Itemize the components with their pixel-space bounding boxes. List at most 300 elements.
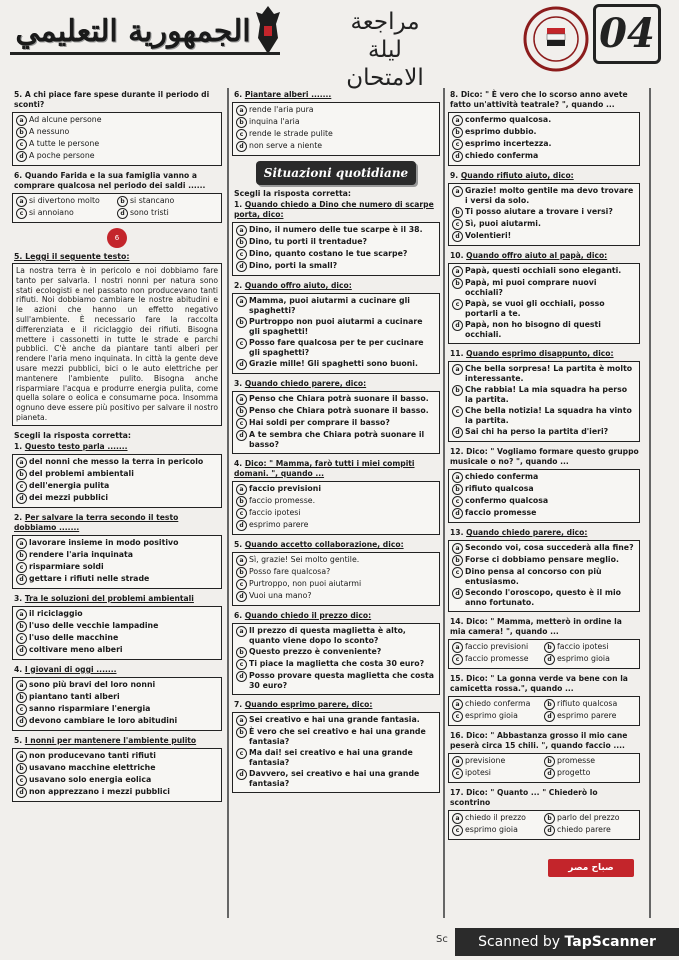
option-letter: c bbox=[16, 775, 27, 786]
option[interactable] bbox=[236, 225, 436, 236]
option[interactable] bbox=[236, 141, 436, 152]
option[interactable] bbox=[452, 207, 636, 218]
option-text: rende l'aria pura bbox=[249, 105, 314, 114]
scanned-by-text: Scanned by bbox=[478, 934, 561, 950]
option-text: chiedo conferma bbox=[465, 472, 539, 481]
option[interactable] bbox=[236, 555, 436, 566]
option-text: faccio previsioni bbox=[249, 484, 322, 493]
option[interactable] bbox=[236, 748, 436, 768]
option-letter: c bbox=[452, 825, 463, 836]
option-text: dei mezzi pubblici bbox=[29, 492, 109, 502]
option-letter: a bbox=[16, 751, 27, 762]
option[interactable] bbox=[452, 127, 636, 138]
option-text: l'uso delle vecchie lampadine bbox=[29, 620, 159, 630]
option[interactable] bbox=[544, 756, 636, 767]
options-box bbox=[12, 606, 222, 660]
option[interactable] bbox=[236, 715, 436, 726]
title-line-1: مراجعة bbox=[350, 9, 420, 35]
question-body: Quando offro aiuto, dico: bbox=[244, 281, 352, 290]
option[interactable] bbox=[16, 775, 218, 786]
option-letter: a bbox=[452, 186, 463, 197]
option[interactable] bbox=[236, 520, 436, 531]
option-text: Dino, il numero delle tue scarpe è il 38. bbox=[249, 225, 423, 234]
option[interactable] bbox=[236, 129, 436, 140]
option[interactable] bbox=[236, 769, 436, 789]
column-3 bbox=[448, 90, 640, 845]
option[interactable] bbox=[452, 385, 636, 405]
option[interactable] bbox=[16, 633, 218, 644]
option[interactable] bbox=[16, 208, 117, 219]
option[interactable] bbox=[452, 299, 636, 319]
option[interactable] bbox=[236, 659, 436, 670]
option[interactable] bbox=[452, 427, 636, 438]
option-text: risparmiare soldi bbox=[29, 561, 104, 571]
question-body: Tra le soluzioni del problemi ambientali bbox=[24, 593, 194, 603]
option-letter: b bbox=[16, 127, 27, 138]
option[interactable] bbox=[236, 105, 436, 116]
question-body: Quando rifiuto aiuto, dico: bbox=[460, 171, 574, 180]
option[interactable] bbox=[236, 406, 436, 417]
option-text: Dino, porti la small? bbox=[249, 261, 338, 270]
option-letter: b bbox=[544, 756, 555, 767]
option-text: esprimo parere bbox=[557, 711, 617, 720]
option-letter: a bbox=[236, 715, 247, 726]
reading-box bbox=[12, 263, 222, 426]
option-letter: c bbox=[16, 704, 27, 715]
option-text: il riciclaggio bbox=[29, 608, 83, 618]
option-letter: b bbox=[452, 484, 463, 495]
option-letter: a bbox=[452, 472, 463, 483]
option[interactable] bbox=[16, 716, 218, 727]
options-box bbox=[448, 810, 640, 840]
question-text bbox=[450, 528, 640, 538]
option[interactable] bbox=[236, 484, 436, 495]
option[interactable] bbox=[452, 406, 636, 426]
option-text: esprimo gioia bbox=[465, 711, 518, 720]
option[interactable] bbox=[16, 787, 218, 798]
option-text: Posso fare qualcosa per te per cucinare gli spaghetti? bbox=[249, 338, 424, 357]
option-text: Sai chi ha perso la partita d'ieri? bbox=[465, 427, 609, 436]
option[interactable] bbox=[16, 692, 218, 703]
option[interactable] bbox=[544, 699, 636, 710]
option[interactable] bbox=[236, 591, 436, 602]
option[interactable] bbox=[16, 469, 218, 480]
question-body: I giovani di oggi ....... bbox=[24, 664, 117, 674]
question-text bbox=[14, 665, 222, 675]
eagle-emblem-icon bbox=[254, 4, 282, 56]
option-letter: a bbox=[452, 813, 463, 824]
options-box bbox=[232, 293, 440, 374]
option[interactable] bbox=[544, 825, 636, 836]
option[interactable] bbox=[236, 626, 436, 646]
option-letter: d bbox=[452, 588, 463, 599]
option-letter: d bbox=[16, 716, 27, 727]
option-text: sono tristi bbox=[130, 208, 169, 217]
option[interactable] bbox=[452, 278, 636, 298]
question-number: 2. bbox=[234, 281, 243, 290]
option[interactable] bbox=[452, 567, 636, 587]
option[interactable] bbox=[16, 704, 218, 715]
option[interactable] bbox=[236, 727, 436, 747]
option-text: dell'energia pulita bbox=[29, 480, 110, 490]
question-body: Per salvare la terra secondo il testo dobbiamo ....... bbox=[14, 512, 179, 532]
options-box bbox=[448, 112, 640, 166]
option-letter: c bbox=[452, 406, 463, 417]
option[interactable] bbox=[236, 237, 436, 248]
options-box bbox=[448, 696, 640, 726]
question-number: 6. bbox=[234, 611, 243, 620]
option-letter: a bbox=[236, 394, 247, 405]
option-letter: b bbox=[236, 567, 247, 578]
option-letter: a bbox=[452, 266, 463, 277]
option[interactable] bbox=[452, 699, 544, 710]
option-letter: c bbox=[16, 481, 27, 492]
option[interactable] bbox=[236, 317, 436, 337]
option[interactable] bbox=[16, 196, 117, 207]
option-letter: c bbox=[236, 748, 247, 759]
option[interactable] bbox=[452, 484, 636, 495]
option-text: l'uso delle macchine bbox=[29, 632, 119, 642]
option-letter: c bbox=[452, 219, 463, 230]
option-text: Penso che Chiara potrà suonare il basso. bbox=[249, 394, 429, 403]
option[interactable] bbox=[16, 645, 218, 656]
option-text: Mamma, puoi aiutarmi a cucinare gli spaghetti? bbox=[249, 296, 410, 315]
option[interactable] bbox=[16, 115, 218, 126]
option-letter: d bbox=[117, 208, 128, 219]
option[interactable] bbox=[117, 208, 218, 219]
option[interactable] bbox=[452, 115, 636, 126]
option[interactable] bbox=[16, 481, 218, 492]
question-body: Dico: " Mamma, metterò in ordine la mia camera! ", quando ... bbox=[450, 617, 622, 636]
column-divider bbox=[649, 88, 651, 918]
option-letter: a bbox=[236, 225, 247, 236]
option-letter: b bbox=[236, 647, 247, 658]
option-text: Ad alcune persone bbox=[29, 115, 102, 124]
option-text: non producevano tanti rifiuti bbox=[29, 750, 156, 760]
question-text bbox=[14, 736, 222, 746]
option-letter: d bbox=[452, 508, 463, 519]
option-letter: b bbox=[452, 207, 463, 218]
option[interactable] bbox=[452, 496, 636, 507]
option-letter: d bbox=[16, 787, 27, 798]
option-letter: b bbox=[452, 278, 463, 289]
option[interactable] bbox=[236, 567, 436, 578]
question-number: 6. bbox=[14, 171, 23, 180]
question-body: Questo testo parla ....... bbox=[24, 441, 128, 451]
option-text: esprimo dubbio. bbox=[465, 127, 537, 136]
option[interactable] bbox=[452, 588, 636, 608]
option[interactable] bbox=[452, 186, 636, 206]
option[interactable] bbox=[236, 359, 436, 370]
option-text: esprimo gioia bbox=[465, 825, 518, 834]
options-box bbox=[448, 639, 640, 669]
option-letter: a bbox=[236, 296, 247, 307]
option-letter: b bbox=[236, 317, 247, 328]
option-letter: d bbox=[452, 231, 463, 242]
question-body: Dico: " Mamma, farò tutti i miei compiti domani. ", quando ... bbox=[234, 459, 415, 478]
option[interactable] bbox=[452, 508, 636, 519]
option[interactable] bbox=[452, 266, 636, 277]
option-text: Papà, questi occhiali sono eleganti. bbox=[465, 266, 622, 275]
option-letter: c bbox=[452, 496, 463, 507]
option-letter: d bbox=[236, 591, 247, 602]
option[interactable] bbox=[544, 642, 636, 653]
question-number: 8. bbox=[450, 90, 459, 99]
question-number: 1. bbox=[234, 200, 243, 209]
option-letter: d bbox=[452, 151, 463, 162]
option-letter: a bbox=[236, 626, 247, 637]
option[interactable] bbox=[452, 364, 636, 384]
question-text bbox=[450, 731, 640, 751]
option-text: faccio promesse bbox=[465, 654, 529, 663]
option[interactable] bbox=[16, 493, 218, 504]
options-box bbox=[12, 112, 222, 166]
question-body: Quando esprimo disappunto, dico: bbox=[466, 349, 614, 358]
option-text: Hai soldi per comprare il basso? bbox=[249, 418, 390, 427]
question-body: Piantare alberi ....... bbox=[244, 90, 332, 99]
option-letter: c bbox=[236, 338, 247, 349]
question-text bbox=[14, 594, 222, 604]
option-letter: c bbox=[16, 633, 27, 644]
option-text: Secondo l'oroscopo, questo è il mio anno fortunato. bbox=[465, 588, 622, 607]
option-text: esprimo incertezza. bbox=[465, 139, 552, 148]
option-text: esprimo parere bbox=[249, 520, 309, 529]
option-letter: b bbox=[544, 699, 555, 710]
option-text: inquina l'aria bbox=[249, 117, 300, 126]
option-text: Sì, grazie! Sei molto gentile. bbox=[249, 555, 360, 564]
option-letter: a bbox=[16, 538, 27, 549]
option-letter: b bbox=[544, 642, 555, 653]
option-letter: c bbox=[452, 567, 463, 578]
option[interactable] bbox=[236, 296, 436, 316]
option-text: Questo prezzo è conveniente? bbox=[249, 647, 382, 656]
option-letter: d bbox=[544, 654, 555, 665]
option[interactable] bbox=[16, 139, 218, 150]
option-text: rifiuto qualcosa bbox=[465, 484, 534, 493]
option[interactable] bbox=[16, 680, 218, 691]
option-letter: a bbox=[16, 196, 27, 207]
question-number: 1. bbox=[14, 441, 23, 451]
scanner-brand: TapScanner bbox=[564, 934, 656, 950]
option-text: del nonni che messo la terra in pericolo bbox=[29, 456, 204, 466]
question-body: Quando chiedo il prezzo dico: bbox=[244, 611, 372, 620]
option[interactable] bbox=[452, 825, 544, 836]
option-letter: b bbox=[16, 621, 27, 632]
question-number: 13. bbox=[450, 528, 464, 537]
question-body: Dico: " È vero che lo scorso anno avete fatto un'attività teatrale? ", quando ... bbox=[450, 90, 628, 109]
option[interactable] bbox=[236, 579, 436, 590]
option[interactable] bbox=[16, 763, 218, 774]
option-letter: d bbox=[236, 359, 247, 370]
option[interactable] bbox=[452, 320, 636, 340]
question-number: 15. bbox=[450, 674, 464, 683]
option-text: rifiuto qualcosa bbox=[557, 699, 618, 708]
option-text: Grazie! molto gentile ma devo trovare i versi da solo. bbox=[465, 186, 634, 205]
options-box bbox=[448, 263, 640, 344]
option[interactable] bbox=[452, 642, 544, 653]
option[interactable] bbox=[452, 555, 636, 566]
question-number: 12. bbox=[450, 447, 464, 456]
option[interactable] bbox=[544, 654, 636, 665]
options-box bbox=[12, 454, 222, 508]
option[interactable] bbox=[16, 621, 218, 632]
option-text: Purtroppo non puoi aiutarmi a cucinare gli spaghetti! bbox=[249, 317, 423, 336]
option-letter: d bbox=[236, 520, 247, 531]
option-letter: b bbox=[236, 727, 247, 738]
instruction: Scegli la risposta corretta: bbox=[234, 189, 352, 198]
option[interactable] bbox=[236, 249, 436, 260]
question-number: 17. bbox=[450, 788, 464, 797]
option-letter: a bbox=[452, 115, 463, 126]
option-text: Penso che Chiara potrà suonare il basso. bbox=[249, 406, 429, 415]
option-letter: b bbox=[16, 763, 27, 774]
option[interactable] bbox=[236, 394, 436, 405]
instruction-text: Scegli la risposta corretta: bbox=[14, 430, 132, 440]
column-2 bbox=[232, 90, 440, 798]
option[interactable] bbox=[236, 418, 436, 429]
option[interactable] bbox=[452, 768, 544, 779]
option[interactable] bbox=[544, 768, 636, 779]
option-letter: d bbox=[544, 768, 555, 779]
option-letter: a bbox=[16, 457, 27, 468]
question-body: Quando Farida e la sua famiglia vanno a comprare qualcosa nel periodo dei saldi ...... bbox=[14, 171, 206, 190]
option[interactable] bbox=[452, 654, 544, 665]
option[interactable] bbox=[16, 609, 218, 620]
option-letter: d bbox=[16, 493, 27, 504]
option-letter: b bbox=[452, 555, 463, 566]
option[interactable] bbox=[452, 151, 636, 162]
options-box bbox=[12, 677, 222, 731]
option[interactable] bbox=[452, 472, 636, 483]
footer-fragment: Sc bbox=[436, 934, 448, 945]
option[interactable] bbox=[236, 117, 436, 128]
question-text bbox=[234, 379, 440, 389]
option[interactable] bbox=[236, 430, 436, 450]
option[interactable] bbox=[16, 538, 218, 549]
option[interactable] bbox=[16, 550, 218, 561]
option[interactable] bbox=[117, 196, 218, 207]
option[interactable] bbox=[452, 711, 544, 722]
option-text: Ma dai! sei creativo e hai una grande fantasia? bbox=[249, 748, 413, 767]
question-number: 5. bbox=[14, 90, 23, 99]
option-letter: b bbox=[452, 385, 463, 396]
question-text bbox=[234, 90, 440, 100]
question-number: 3. bbox=[234, 379, 243, 388]
option-letter: b bbox=[236, 496, 247, 507]
watermark-badge: صباح مصر bbox=[548, 859, 634, 877]
option-letter: b bbox=[117, 196, 128, 207]
option-letter: d bbox=[16, 645, 27, 656]
option-letter: b bbox=[236, 237, 247, 248]
option[interactable] bbox=[236, 647, 436, 658]
reading-title bbox=[14, 252, 222, 261]
option-text: esprimo gioia bbox=[557, 654, 610, 663]
option-text: Grazie mille! Gli spaghetti sono buoni. bbox=[249, 359, 418, 368]
option-text: usavano solo energia eolica bbox=[29, 774, 152, 784]
option[interactable] bbox=[452, 813, 544, 824]
question-body: A chi piace fare spese durante il periodo di sconti? bbox=[14, 90, 210, 109]
option-text: confermo qualcosa. bbox=[465, 115, 552, 124]
option-letter: c bbox=[16, 139, 27, 150]
option[interactable] bbox=[16, 151, 218, 162]
option[interactable] bbox=[452, 756, 544, 767]
option-text: Papà, mi puoi comprare nuovi occhiali? bbox=[465, 278, 597, 297]
option[interactable] bbox=[16, 457, 218, 468]
title-line-2: ليلة الامتحان bbox=[346, 37, 424, 91]
option[interactable] bbox=[544, 711, 636, 722]
question-text bbox=[450, 617, 640, 637]
question-text bbox=[234, 700, 440, 710]
option[interactable] bbox=[544, 813, 636, 824]
option-letter: a bbox=[452, 756, 463, 767]
option-letter: c bbox=[452, 139, 463, 150]
option-letter: d bbox=[236, 261, 247, 272]
question-body: Quando accetto collaborazione, dico: bbox=[244, 540, 404, 549]
option-letter: c bbox=[236, 508, 247, 519]
option-text: si divertono molto bbox=[29, 196, 100, 205]
option[interactable] bbox=[236, 261, 436, 272]
option-text: Ti piace la maglietta che costa 30 euro? bbox=[249, 659, 425, 668]
question-body: Dico: " Vogliamo formare questo gruppo musicale o no? ", quando ... bbox=[450, 447, 639, 466]
page-number: 04 bbox=[593, 4, 661, 64]
question-text bbox=[234, 540, 440, 550]
option-text: Dino pensa al concorso con più entusiasmo. bbox=[465, 567, 602, 586]
ministry-seal-icon bbox=[523, 6, 589, 72]
option-letter: d bbox=[236, 769, 247, 780]
question-body: Quando chiedo parere, dico: bbox=[244, 379, 367, 388]
column-divider bbox=[443, 88, 445, 918]
option-text: rende le strade pulite bbox=[249, 129, 333, 138]
option[interactable] bbox=[236, 338, 436, 358]
option[interactable] bbox=[16, 562, 218, 573]
option-text: sono più bravi del loro nonni bbox=[29, 679, 156, 689]
options-box bbox=[12, 193, 222, 223]
question-text bbox=[14, 171, 222, 191]
option-text: Vuoi una mano? bbox=[249, 591, 312, 600]
option[interactable] bbox=[16, 574, 218, 585]
option-text: A tutte le persone bbox=[29, 139, 100, 148]
option[interactable] bbox=[236, 671, 436, 691]
question-number: 6. bbox=[234, 90, 243, 99]
option-text: faccio ipotesi bbox=[557, 642, 609, 651]
option[interactable] bbox=[16, 751, 218, 762]
option-text: Purtroppo, non puoi aiutarmi bbox=[249, 579, 362, 588]
option-text: non apprezzano i mezzi pubblici bbox=[29, 786, 170, 796]
option[interactable] bbox=[452, 219, 636, 230]
option-text: coltivare meno alberi bbox=[29, 644, 123, 654]
question-text bbox=[450, 674, 640, 694]
question-body: Dico: " Abbastanza grosso il mio cane peserà circa 15 chili. ", quando faccio .... bbox=[450, 731, 628, 750]
option-letter: b bbox=[16, 692, 27, 703]
option[interactable] bbox=[452, 543, 636, 554]
option[interactable] bbox=[236, 508, 436, 519]
option-text: chiedo conferma bbox=[465, 151, 539, 160]
option[interactable] bbox=[452, 139, 636, 150]
column-1 bbox=[12, 90, 222, 807]
option[interactable] bbox=[236, 496, 436, 507]
option-letter: d bbox=[16, 151, 27, 162]
question-text bbox=[450, 788, 640, 808]
option-text: Volentieri! bbox=[465, 231, 512, 240]
question-number: 16. bbox=[450, 731, 464, 740]
option[interactable] bbox=[16, 127, 218, 138]
option-text: Posso provare questa maglietta che costa 30 euro? bbox=[249, 671, 434, 690]
option[interactable] bbox=[452, 231, 636, 242]
option-letter: a bbox=[236, 555, 247, 566]
option-text: faccio ipotesi bbox=[249, 508, 301, 517]
option-letter: c bbox=[236, 659, 247, 670]
option-text: È vero che sei creativo e hai una grande fantasia? bbox=[249, 727, 426, 746]
